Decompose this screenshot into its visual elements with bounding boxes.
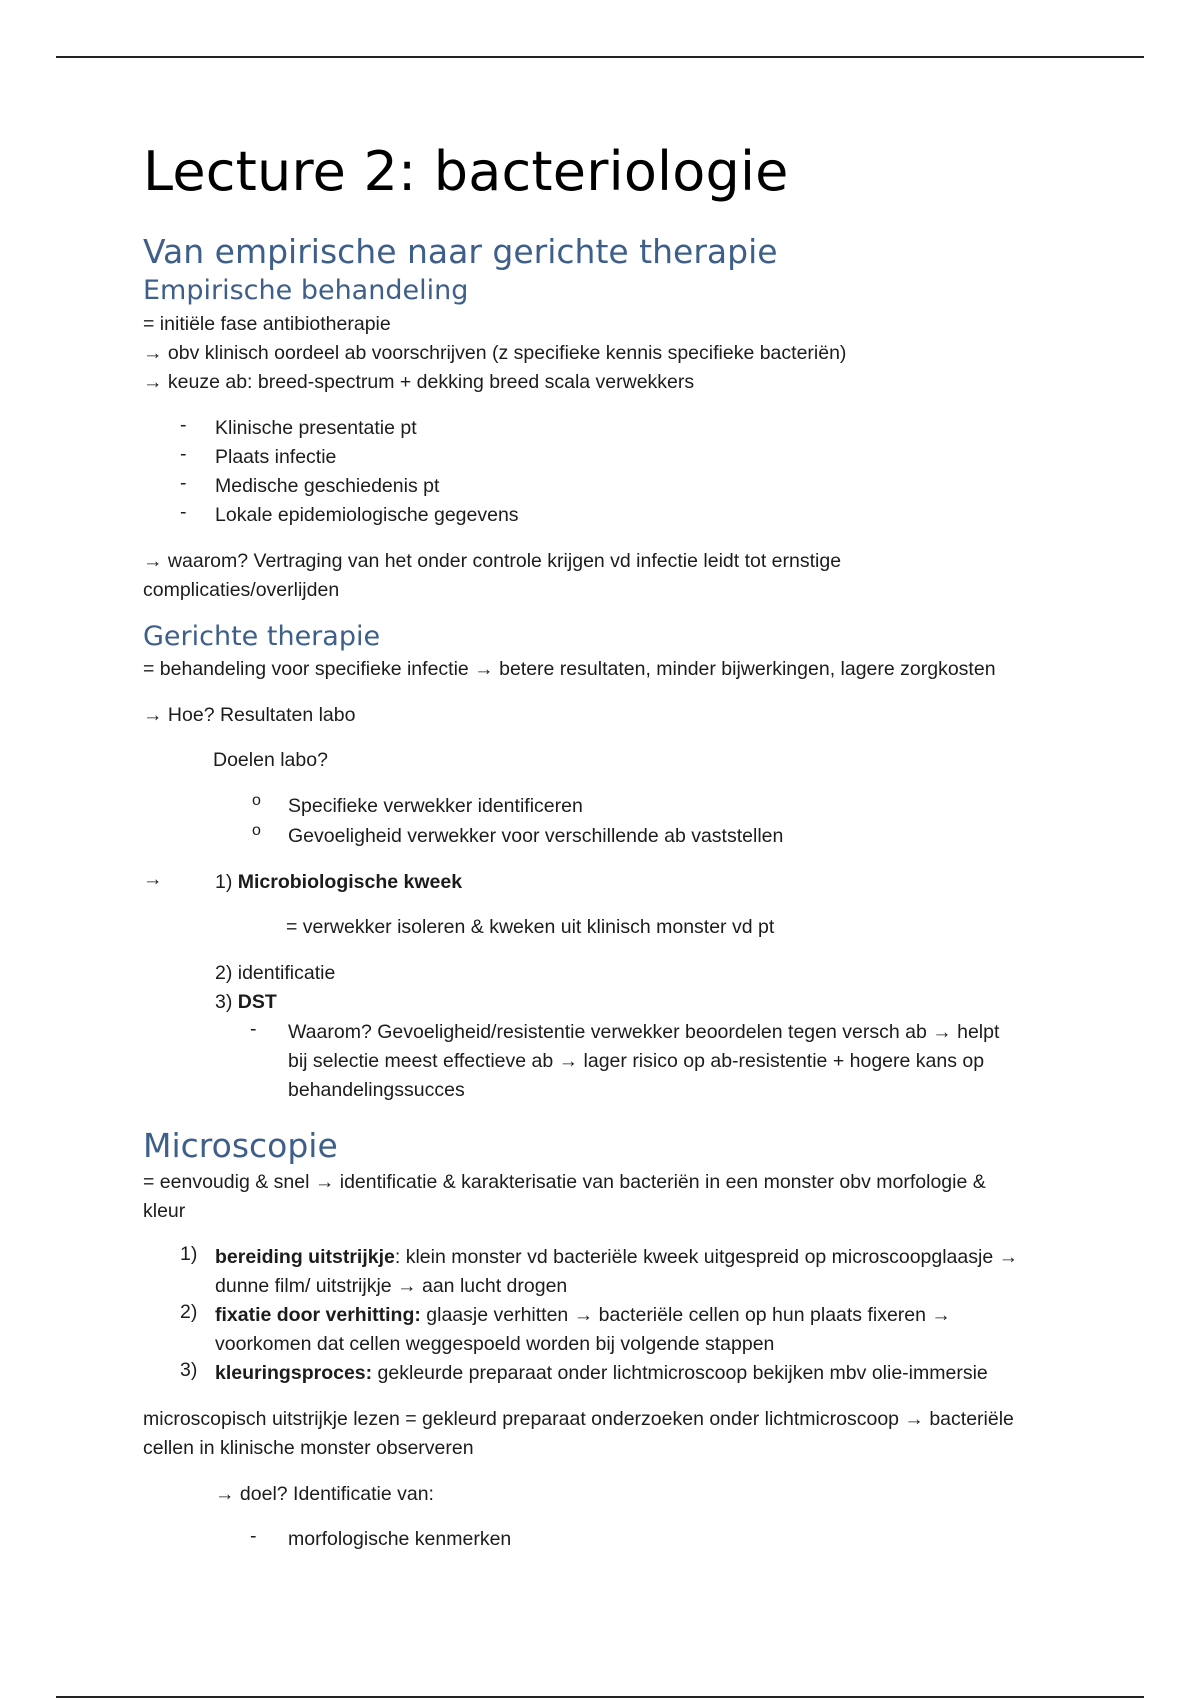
gericht-doelen: Doelen labo? bbox=[213, 749, 328, 771]
step-text: gekleurde preparaat onder lichtmicroscoop bekijken mbv olie-immersie bbox=[372, 1362, 988, 1384]
step-dst bbox=[215, 988, 277, 1017]
empirisch-line-1: = initiële fase antibiotherapie bbox=[143, 313, 391, 335]
gericht-line-1: = behandeling voor specifieke infectie → betere resultaten, minder bijwerkingen, lagere zorgkosten bbox=[143, 658, 996, 680]
arrow-right-icon: → bbox=[143, 868, 163, 890]
step-kweek bbox=[215, 868, 462, 897]
bottom-rule bbox=[56, 1696, 1144, 1698]
list-item: Medische geschiedenis pt bbox=[215, 475, 440, 497]
list-item: Lokale epidemiologische gegevens bbox=[215, 504, 519, 526]
list-item: Gevoeligheid verwekker voor verschillende ab vaststellen bbox=[288, 825, 784, 847]
empirisch-line-3: → keuze ab: breed-spectrum + dekking breed scala verwekkers bbox=[143, 371, 695, 393]
page-title: Lecture 2: bacteriologie bbox=[143, 140, 789, 203]
circle-bullet-icon: o bbox=[252, 822, 261, 839]
step-text: glaasje verhitten → bacteriële cellen op hun plaats fixeren → bbox=[420, 1304, 951, 1326]
microscopie-step-1 bbox=[215, 1243, 1018, 1272]
step-title: bereiding uitstrijkje bbox=[215, 1246, 395, 1268]
dst-line-1: Waarom? Gevoeligheid/resistentie verwekker beoordelen tegen versch ab → helpt bbox=[288, 1021, 1000, 1043]
dst-line-2: bij selectie meest effectieve ab → lager risico op ab-resistentie + hogere kans op bbox=[288, 1050, 985, 1072]
step-number: 3) bbox=[215, 991, 238, 1013]
gericht-hoe: → Hoe? Resultaten labo bbox=[143, 704, 356, 726]
subheading-empirisch: Empirische behandeling bbox=[143, 275, 469, 306]
dst-line-3: behandelingssucces bbox=[288, 1079, 465, 1101]
empirisch-why-line-2: complicaties/overlijden bbox=[143, 579, 340, 601]
section-heading-microscopie: Microscopie bbox=[143, 1126, 338, 1165]
empirisch-why-line-1: → waarom? Vertraging van het onder controle krijgen vd infectie leidt tot ernstige bbox=[143, 550, 842, 572]
step-number: 1) bbox=[180, 1243, 198, 1265]
step-number: 2) bbox=[180, 1301, 198, 1323]
microscopie-step-1-cont: dunne film/ uitstrijkje → aan lucht drogen bbox=[215, 1275, 568, 1297]
list-item: morfologische kenmerken bbox=[288, 1528, 512, 1550]
circle-bullet-icon: o bbox=[252, 792, 261, 809]
step-kweek-definition: = verwekker isoleren & kweken uit klinisch monster vd pt bbox=[286, 916, 775, 938]
step-title: fixatie door verhitting: bbox=[215, 1304, 421, 1326]
dash-bullet-icon: - bbox=[180, 501, 187, 523]
step-number: 1) bbox=[215, 871, 238, 893]
step-title: Microbiologische kweek bbox=[237, 871, 463, 893]
list-item: Plaats infectie bbox=[215, 446, 337, 468]
microscopie-step-3 bbox=[215, 1359, 988, 1388]
dash-bullet-icon: - bbox=[250, 1018, 257, 1040]
microscopie-step-2 bbox=[215, 1301, 951, 1330]
subheading-gericht: Gerichte therapie bbox=[143, 621, 381, 652]
list-item: Specifieke verwekker identificeren bbox=[288, 795, 583, 817]
step-identificatie: 2) identificatie bbox=[215, 962, 336, 984]
empirisch-line-2: → obv klinisch oordeel ab voorschrijven (z specifieke kennis specifieke bacteriën) bbox=[143, 342, 847, 364]
dash-bullet-icon: - bbox=[180, 472, 187, 494]
step-title: kleuringsproces: bbox=[215, 1362, 373, 1384]
step-number: 3) bbox=[180, 1359, 198, 1381]
section-heading-therapie: Van empirische naar gerichte therapie bbox=[143, 232, 778, 271]
top-rule bbox=[56, 56, 1144, 58]
microscopie-def-line-1: = eenvoudig & snel → identificatie & karakterisatie van bacteriën in een monster obv morfologie & bbox=[143, 1171, 986, 1193]
dash-bullet-icon: - bbox=[180, 414, 187, 436]
microscopie-def-line-2: kleur bbox=[143, 1200, 186, 1222]
step-text: : klein monster vd bacteriële kweek uitgespreid op microscoopglaasje → bbox=[394, 1246, 1019, 1268]
microscopie-read-line-1: microscopisch uitstrijkje lezen = gekleurd preparaat onderzoeken onder lichtmicroscoop → bacteriële bbox=[143, 1408, 1014, 1430]
list-item: Klinische presentatie pt bbox=[215, 417, 417, 439]
dash-bullet-icon: - bbox=[250, 1525, 257, 1547]
microscopie-step-2-cont: voorkomen dat cellen weggespoeld worden bij volgende stappen bbox=[215, 1333, 775, 1355]
microscopie-doel: → doel? Identificatie van: bbox=[215, 1483, 434, 1505]
step-title: DST bbox=[237, 991, 277, 1013]
microscopie-read-line-2: cellen in klinische monster observeren bbox=[143, 1437, 474, 1459]
dash-bullet-icon: - bbox=[180, 443, 187, 465]
